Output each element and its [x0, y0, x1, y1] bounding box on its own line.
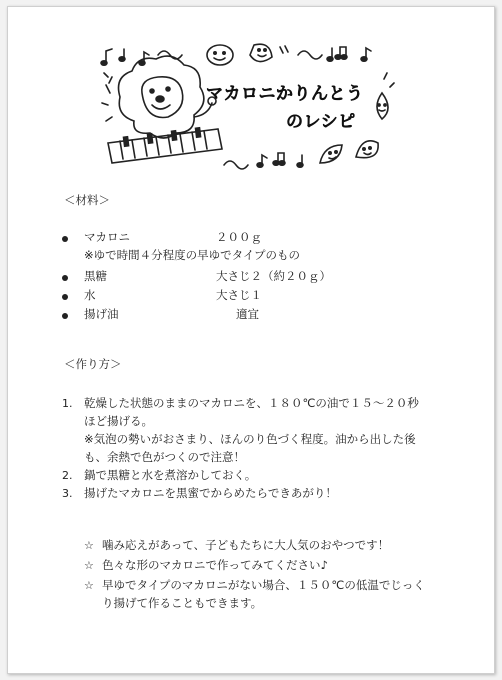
- recipe-page: [7, 6, 495, 674]
- wave-line: [158, 51, 182, 59]
- steps-heading: ＜作り方＞: [64, 357, 122, 371]
- bullet-icon: [62, 275, 68, 281]
- piano-keys: [108, 128, 222, 163]
- tip-text: 噛み応えがあって、子どもたちに大人気のおやつです！: [102, 538, 390, 552]
- header-illustration: [94, 33, 414, 183]
- leaf-face-icon: [207, 44, 272, 65]
- star-icon: ☆: [84, 559, 94, 572]
- ingredient-name: 揚げ油: [84, 307, 119, 321]
- lion-illustration: [102, 56, 216, 138]
- step-text: 乾燥した状態のままのマカロニを、１８０℃の油で１５～２０秒: [84, 396, 419, 410]
- ingredient-amount: 適宜: [236, 307, 259, 321]
- bullet-icon: [62, 294, 68, 300]
- ingredients-heading: ＜材料＞: [64, 193, 110, 207]
- bullet-icon: [62, 236, 68, 242]
- ingredient-name: 水: [84, 288, 96, 302]
- step-number: 2.: [62, 469, 73, 482]
- music-note-icon: [257, 153, 303, 167]
- tip-text: り揚げて作ることもできます。: [102, 596, 263, 610]
- step-text: 鍋で黒糖と水を煮溶かしておく。: [84, 468, 257, 482]
- star-icon: ☆: [84, 539, 94, 552]
- recipe-title-line1: マカロニかりんとう: [206, 84, 364, 104]
- tip-text: 早ゆでタイプのマカロニがない場合、１５０℃の低温でじっく: [102, 578, 425, 592]
- step-text: ほど揚げる。: [84, 414, 153, 428]
- music-note-icon: [101, 49, 149, 65]
- bullet-icon: [62, 313, 68, 319]
- ingredient-name: 黒糖: [84, 269, 107, 283]
- tip-text: 色々な形のマカロニで作ってみてください♪: [102, 558, 328, 572]
- ingredient-amount: 大さじ１: [216, 288, 262, 302]
- step-text: 揚げたマカロニを黒蜜でからめたらできあがり！: [84, 486, 337, 500]
- step-note: も、余熱で色がつくので注意！: [84, 450, 245, 464]
- step-note: ※気泡の勢いがおさまり、ほんのり色づく程度。油から出した後: [84, 432, 416, 446]
- ingredient-amount: 大さじ２（約２０ｇ）: [216, 269, 331, 283]
- step-number: 1.: [62, 397, 73, 410]
- ingredient-name: マカロニ: [84, 230, 130, 244]
- recipe-title-line2: のレシピ: [286, 112, 356, 132]
- ingredient-amount: ２００ｇ: [216, 230, 262, 244]
- star-icon: ☆: [84, 579, 94, 592]
- step-number: 3.: [62, 487, 73, 500]
- music-note-icon: [327, 47, 371, 61]
- ingredient-note: ※ゆで時間４分程度の早ゆでタイプのもの: [84, 248, 301, 262]
